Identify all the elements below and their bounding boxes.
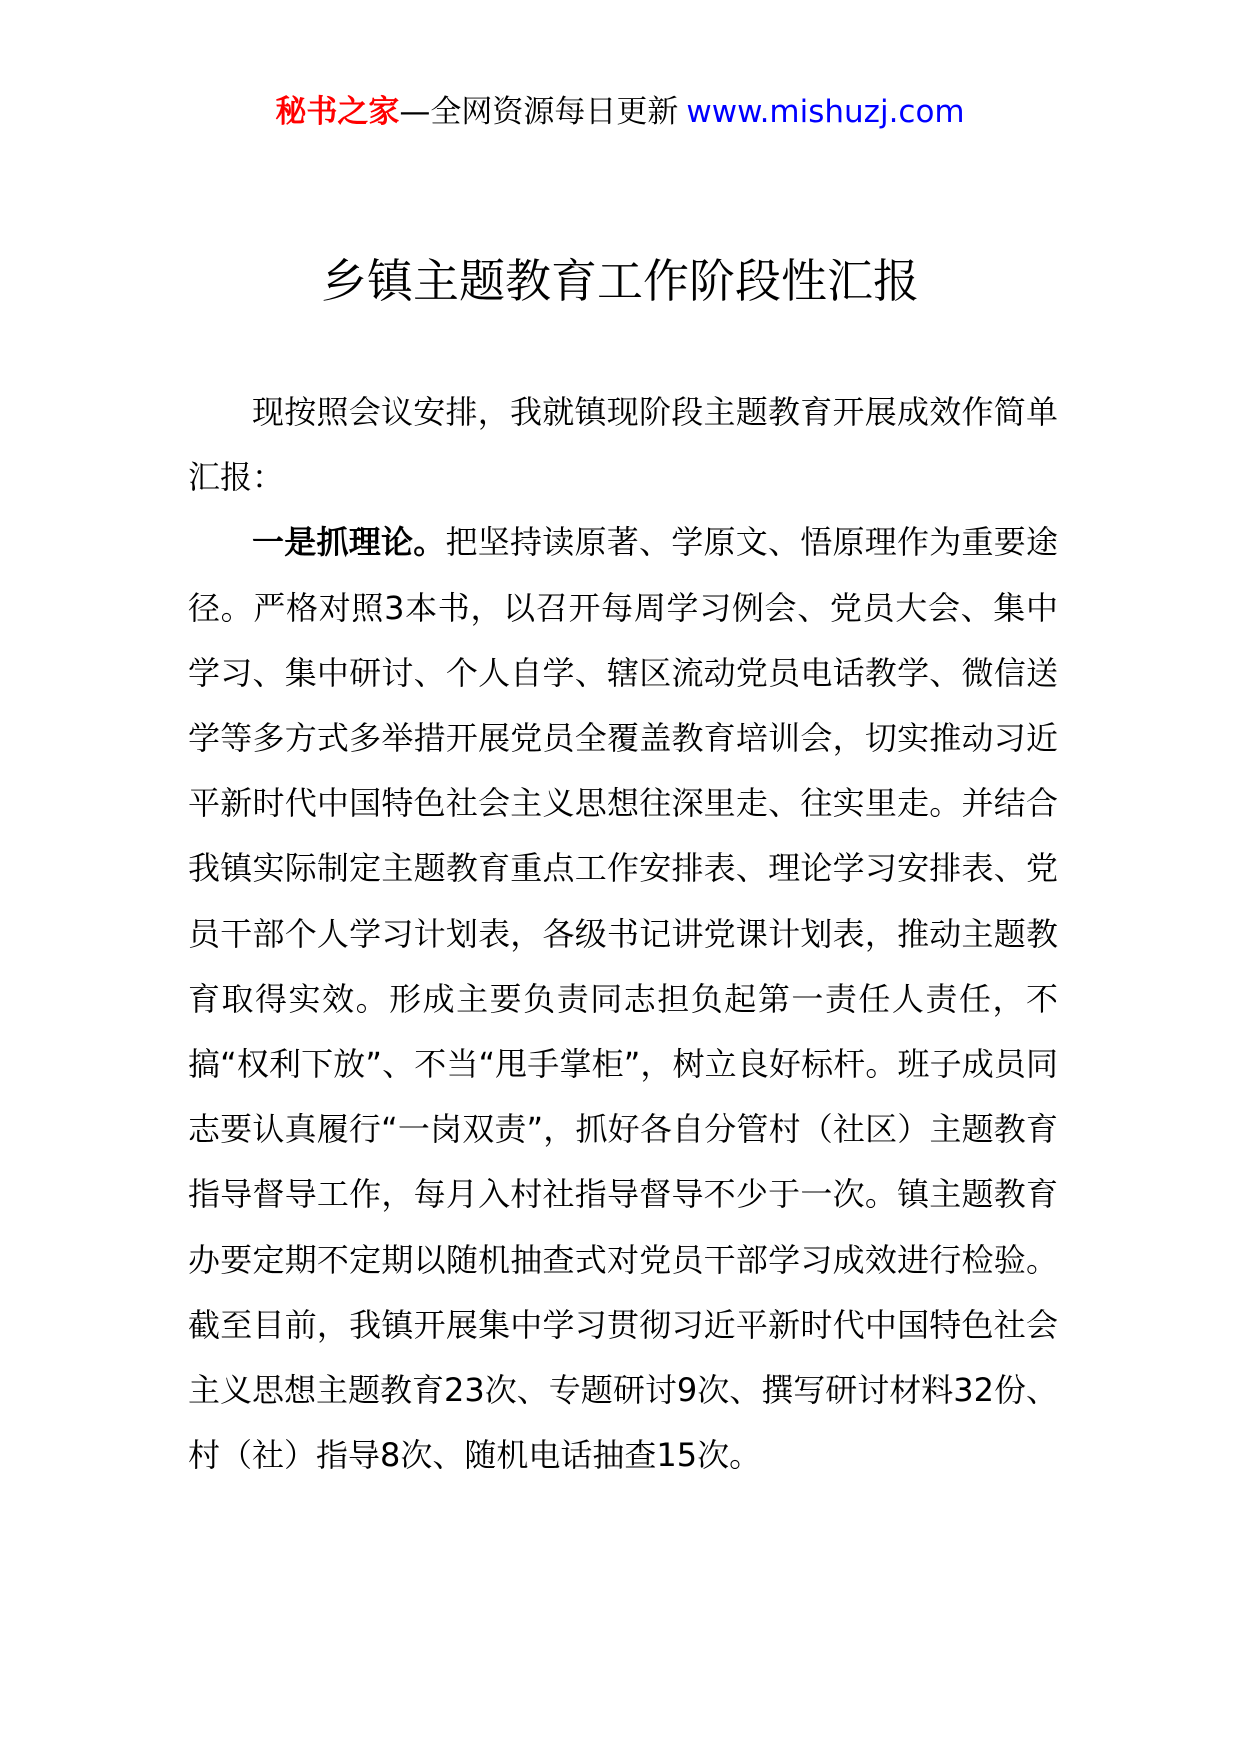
document-body xyxy=(188,380,1058,1488)
site-header xyxy=(0,88,1240,136)
document-title: 乡镇主题教育工作阶段性汇报 xyxy=(321,254,919,308)
section-paragraph xyxy=(188,510,1058,1488)
site-url-link[interactable]: www.mishuzj.com xyxy=(686,94,965,130)
section-text: 把坚持读原著、学原文、悟原理作为重要途径。严格对照3本书，以召开每周学习例会、党员大会、集中学习、集中研讨、个人自学、辖区流动党员电话教学、微信送学等多方式多举措开展党员全覆盖教育培训会，切实推动习近平新时代中国特色社会主义思想往深里走、往实里走。并结合我镇实际制定主题教育重点工作安排表、理论学习安排表、党员干部个人学习计划表，各级书记讲党课计划表，推动主题教育取得实效。形成主要负责同志担负起第一责任人责任，不搞“权利下放”、不当“甩手掌柜”，树立良好标杆。班子成员同志要认真履行“一岗双责”，抓好各自分管村（社区）主题教育指导督导工作，每月入村社指导督导不少于一次。镇主题教育办要定期不定期以随机抽查式对党员干部学习成效进行检验。截至目前，我镇开展集中学习贯彻习近平新时代中国特色社会主义思想主题教育23次、专题研讨9次、撰写研讨材料32份、村（社）指导8次、随机电话抽查15次。 xyxy=(188,523,1058,1475)
site-name: 秘书之家 xyxy=(275,94,400,130)
section-lead: 一是抓理论。 xyxy=(252,523,446,562)
intro-paragraph: 现按照会议安排，我就镇现阶段主题教育开展成效作简单汇报： xyxy=(188,393,1058,497)
site-tagline: —全网资源每日更新 xyxy=(399,94,679,130)
